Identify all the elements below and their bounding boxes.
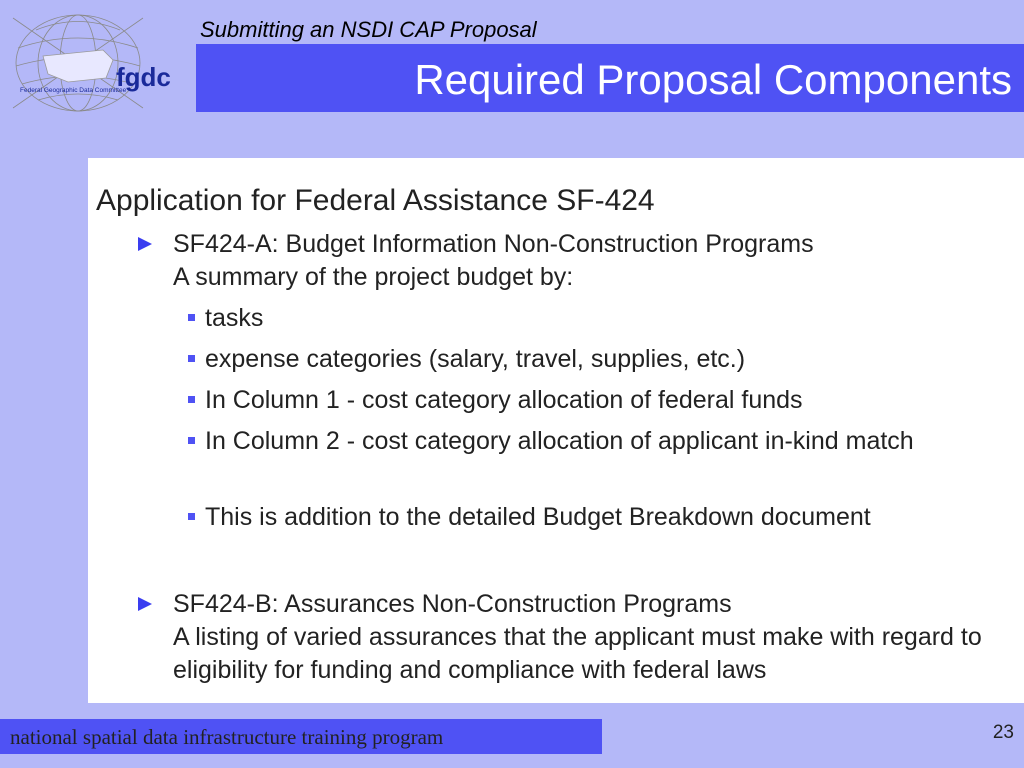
fgdc-logo [8, 8, 178, 113]
footer-program-name: national spatial data infrastructure training program [10, 725, 444, 749]
square-bullet-icon [188, 437, 195, 444]
square-bullet-icon [188, 513, 195, 520]
list-item: expense categories (salary, travel, supplies, etc.) [205, 345, 746, 373]
item-b-title: SF424-B: Assurances Non-Construction Programs [173, 590, 732, 618]
footer-bar [0, 719, 602, 754]
content-panel [88, 158, 1024, 703]
section-heading: Application for Federal Assistance SF-424 [96, 184, 655, 217]
square-bullet-icon [188, 314, 195, 321]
svg-text:fgdc: fgdc [116, 62, 171, 92]
slide-title: Required Proposal Components [414, 56, 1012, 103]
svg-text:Federal Geographic Data Commit: Federal Geographic Data Committee [20, 87, 127, 94]
list-item: tasks [205, 304, 264, 332]
list-item: In Column 1 - cost category allocation of federal funds [205, 386, 803, 414]
square-bullet-icon [188, 355, 195, 362]
globe-grid-icon [8, 8, 178, 113]
arrow-bullet-icon [138, 237, 152, 251]
list-item: In Column 2 - cost category allocation of applicant in-kind match [205, 427, 914, 455]
item-a-description: A summary of the project budget by: [173, 263, 574, 291]
item-a-title: SF424-A: Budget Information Non-Construction Programs [173, 230, 814, 258]
list-item: This is addition to the detailed Budget Breakdown document [205, 503, 871, 531]
arrow-bullet-icon [138, 597, 152, 611]
presentation-subtitle: Submitting an NSDI CAP Proposal [200, 17, 537, 42]
square-bullet-icon [188, 396, 195, 403]
title-bar [196, 44, 1024, 112]
item-b-description: A listing of varied assurances that the applicant must make with regard to eligibility for funding and compliance with federal laws [173, 623, 982, 684]
page-number: 23 [992, 722, 1014, 743]
